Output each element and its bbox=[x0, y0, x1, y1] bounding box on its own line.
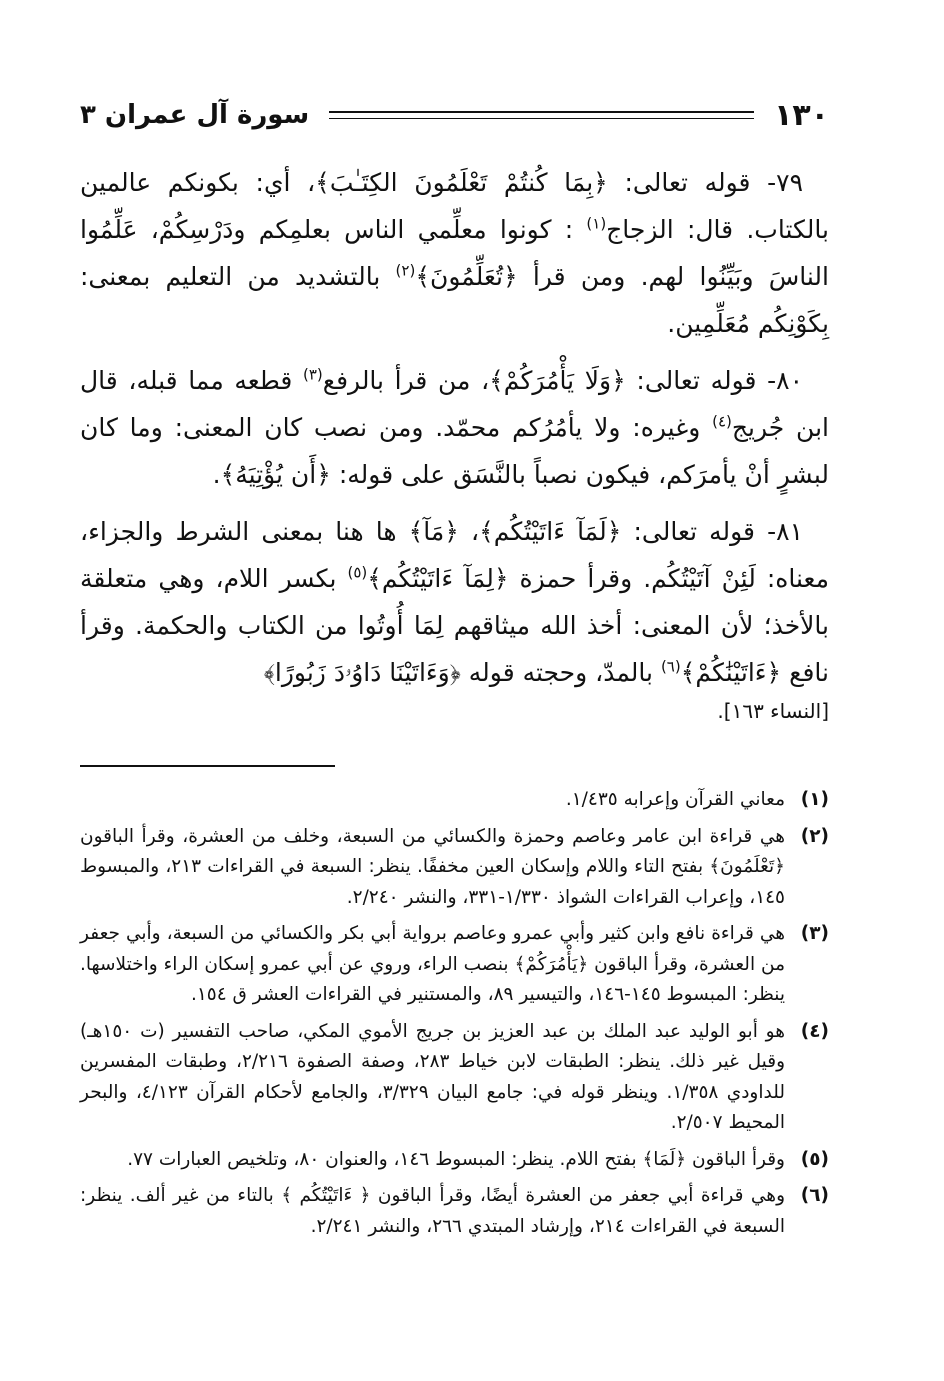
quran-quote: ﴿لِمَآ ءَاتَيْتُكُم﴾ bbox=[367, 564, 509, 593]
footnote bbox=[80, 785, 829, 816]
quran-quote: ﴿لَمَآ ءَاتَيْتُكُم﴾ bbox=[479, 517, 622, 546]
footnote-text: هو أبو الوليد عبد الملك بن عبد العزيز بن جريج الأموي المكي، صاحب التفسير (ت ١٥٠هـ) وقيل غير ذلك. ينظر: الطبقات لابن خياط ٢٨٣، وصفة الصفوة ٢/٢١٦، وطبقات المفسرين للداودي ١/٣٥٨. وينظر قوله في: جامع البيان ٣/٣٢٩، والجامع لأحكام القرآن ٤/١٢٣، والبحر المحيط ٢/٥٠٧. bbox=[80, 1020, 785, 1133]
footnote-ref[interactable]: (٢) bbox=[395, 261, 416, 280]
footnote-text: وقرأ الباقون ﴿لَمَا﴾ بفتح اللام. ينظر: المبسوط ١٤٦، والعنوان ٨٠، وتلخيص العبارات ٧٧. bbox=[127, 1148, 785, 1170]
footnote-number: (٦) bbox=[800, 1185, 829, 1206]
footnote-ref[interactable]: (١) bbox=[586, 214, 607, 233]
footnote bbox=[80, 1145, 829, 1176]
paragraph-verse-80: ٨٠- قوله تعالى: ﴿وَلَا يَأْمُرَكُمْ﴾، من قرأ بالرفع$^{(٣)}$ قطعه مما قبله، قال ابن جُريج$^{(٤)}$ وغيره: ولا يأمُرُكم محمّد. ومن نصب كان المعنى: وما كان لبشرٍ أنْ يأمرَكم، فيكون نصباً بالنَّسَق على قوله: ﴿أَن يُؤْتِيَهُ﴾. bbox=[80, 365, 829, 489]
quran-quote: ﴿تُعَلِّمُونَ﴾ bbox=[415, 262, 518, 291]
quran-quote: ﴿وَلَا يَأْمُرَكُمْ﴾ bbox=[489, 366, 626, 395]
footnote-text: معاني القرآن وإعرابه ١/٤٣٥. bbox=[565, 789, 785, 810]
footnote-text: وهي قراءة أبي جعفر من العشرة أيضًا، وقرأ الباقون ﴿ ءَاتَيْتُكُم ﴾ بالتاء من غير ألف. ينظر: السبعة في القراءات ٢١٤، وإرشاد المبتدي ٢٦٦، والنشر ٢/٢٤١. bbox=[80, 1185, 785, 1237]
footnote-separator bbox=[80, 765, 335, 767]
footnote bbox=[80, 822, 829, 914]
surah-title: سورة آل عمران ٣ bbox=[80, 100, 310, 130]
footnote-ref[interactable]: (٥) bbox=[347, 563, 368, 582]
footnotes bbox=[80, 785, 829, 1242]
footnote-ref[interactable]: (٣) bbox=[302, 365, 323, 384]
quran-quote: ﴿أَن يُؤْتِيَهُ﴾ bbox=[220, 460, 331, 489]
quran-quote: ﴿بِمَا كُنتُمْ تَعْلَمُونَ الكِتَـٰبَ﴾ bbox=[315, 168, 608, 197]
footnote-ref[interactable]: (٤) bbox=[712, 412, 732, 431]
header-rule bbox=[329, 111, 754, 119]
quran-quote: ﴿مَآ﴾ bbox=[408, 517, 459, 546]
footnote-number: (٤) bbox=[800, 1020, 829, 1042]
verse-citation: [النساء ١٦٣]. bbox=[717, 699, 829, 723]
footnote bbox=[80, 1017, 829, 1139]
page-header bbox=[80, 95, 829, 135]
page-number: ١٣٠ bbox=[774, 97, 829, 133]
footnote bbox=[80, 919, 829, 1011]
footnote-ref[interactable]: (٦) bbox=[660, 657, 681, 676]
footnote bbox=[80, 1181, 829, 1242]
quran-quote: ﴿وَءَاتَيْنَا دَاوُۥدَ زَبُورًا﴾ bbox=[263, 658, 461, 687]
main-text bbox=[80, 159, 829, 735]
footnote-text: هي قراءة نافع وابن كثير وأبي عمرو وعاصم برواية أبي بكر والكسائي من السبعة، وأبي جعفر من العشرة، وقرأ الباقون ﴿يَأْمُرَكُمْ﴾ بنصب الراء، وروي عن أبي عمرو إسكان الراء واختلاسها. ينظر: المبسوط ١٤٥-١٤٦، والتيسير ٨٩، والمستنير في القراءات العشر ق ١٥٤. bbox=[80, 923, 785, 1005]
paragraph-verse-79: ٧٩- قوله تعالى: ﴿بِمَا كُنتُمْ تَعْلَمُونَ الكِتَـٰبَ﴾، أي: بكونكم عالمين بالكتاب. قال: الزجاج$^{(١)}$ : كونوا معلِّمي الناس بعلمِكم ودَرْسِكُمْ، عَلِّمُوا الناسَ وبَيِّنُوا لهم. ومن قرأ ﴿تُعَلِّمُونَ﴾$^{(٢)}$ بالتشديد من التعليم بمعنى: بِكَوْنِكُم مُعَلِّمِين. bbox=[80, 168, 829, 338]
footnote-text: هي قراءة ابن عامر وعاصم وحمزة والكسائي من السبعة، وخلف من العشرة، وقرأ الباقون ﴿تَعْلَمُونَ﴾ بفتح التاء واللام وإسكان العين مخففًا. ينظر: السبعة في القراءات ٢١٣، والمبسوط ١٤٥، وإعراب القراءات الشواذ ١/٣٣٠-٣٣١، والنشر ٢/٢٤٠. bbox=[80, 825, 785, 908]
footnote-number: (٢) bbox=[800, 825, 829, 847]
footnote-number: (١) bbox=[800, 789, 829, 810]
footnote-number: (٣) bbox=[800, 923, 829, 944]
footnote-number: (٥) bbox=[800, 1148, 829, 1170]
paragraph-verse-81: ٨١- قوله تعالى: ﴿لَمَآ ءَاتَيْتُكُم﴾، ﴿مَآ﴾ ها هنا بمعنى الشرط والجزاء، معناه: لَئِنْ آتَيْتُكُم. وقرأ حمزة ﴿لِمَآ ءَاتَيْتُكُم﴾$^{(٥)}$ بكسر اللام، وهي متعلقة بالأخذ؛ لأن المعنى: أخذ الله ميثاقهم لِمَا أُوتُوا من الكتاب والحكمة. وقرأ نافع ﴿ءَاتَيْنَٰكُمْ﴾$^{(٦)}$ بالمدّ، وحجته قوله ﴿وَءَاتَيْنَا دَاوُۥدَ زَبُورًا﴾ [النساء ١٦٣]. bbox=[80, 508, 829, 735]
quran-quote: ﴿ءَاتَيْنَٰكُمْ﴾ bbox=[680, 658, 782, 687]
